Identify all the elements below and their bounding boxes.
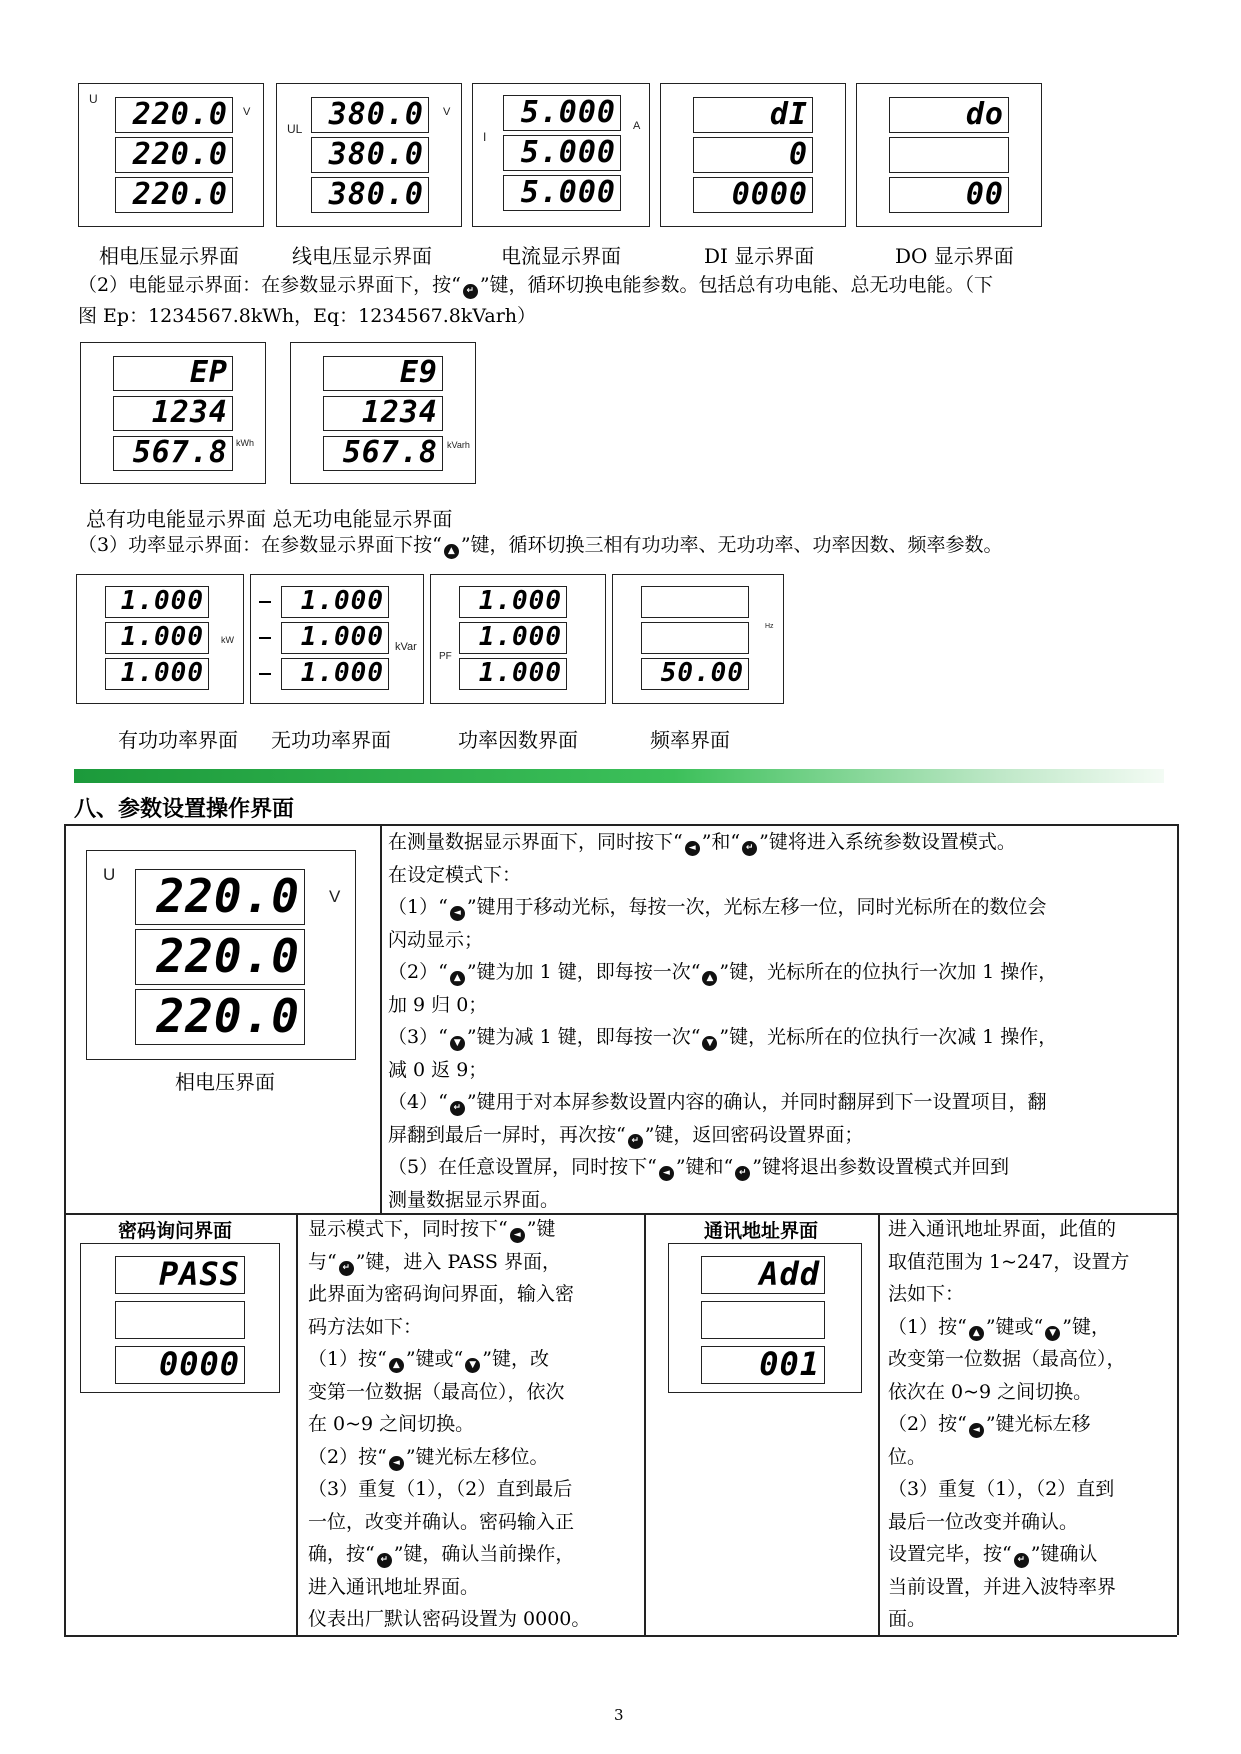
lcd-line-3: 220.0 xyxy=(135,989,305,1045)
lcd-line-2: 5.000 xyxy=(503,135,621,171)
text-line: （3）重复（1），（2）直到 xyxy=(888,1478,1115,1500)
table-border xyxy=(380,824,382,1213)
lcd-line-1: EP xyxy=(113,356,233,391)
key-icon: ▼ xyxy=(1045,1326,1060,1341)
lcd-line-2: 1.000 xyxy=(105,622,209,654)
password-panel xyxy=(80,1243,280,1393)
lcd-line-1: 380.0 xyxy=(311,97,429,133)
text-line: 码方法如下： xyxy=(308,1315,423,1338)
lcd-line-1: 1.000 xyxy=(459,586,567,618)
energy-paragraph xyxy=(78,270,1168,332)
current-panel xyxy=(472,83,650,227)
text-line: （2）按“ ◄ ”键光标左移位。 xyxy=(308,1441,638,1474)
lcd-line-3: 1.000 xyxy=(281,658,389,690)
key-icon: ◄ xyxy=(969,1423,984,1438)
quantity-label: I xyxy=(483,130,487,144)
table-border xyxy=(644,1213,646,1635)
lcd-line-3: 50.00 xyxy=(641,658,749,690)
unit-label: kVarh xyxy=(447,440,470,450)
lcd-line-3: 001 xyxy=(701,1346,825,1384)
lcd-line-2 xyxy=(115,1301,245,1339)
unit-label: V xyxy=(243,106,251,118)
key-icon: ◄ xyxy=(510,1228,525,1243)
lcd-line-1: 220.0 xyxy=(115,97,233,133)
text-line: 进入通讯地址界面，此值的 xyxy=(888,1218,1117,1240)
unit-label: Hz xyxy=(765,623,774,630)
text-line: 闪动显示； xyxy=(388,928,484,951)
text-line: （1）“ ◄ ”键用于移动光标，每按一次，光标左移一位，同时光标所在的数位会 xyxy=(388,891,1172,924)
lcd-line-2 xyxy=(701,1301,825,1339)
text-line: 改变第一位数据（最高位）， xyxy=(888,1348,1126,1370)
key-icon: ▲ xyxy=(450,971,465,986)
quantity-label: U xyxy=(89,92,98,106)
line-voltage-panel xyxy=(276,83,462,227)
key-icon: ▼ xyxy=(450,1036,465,1051)
lcd-line-1: do xyxy=(889,97,1009,133)
lcd-line-3: 1.000 xyxy=(105,658,209,690)
page-number: 3 xyxy=(614,1706,624,1724)
lcd-line-1 xyxy=(641,586,749,618)
key-icon: ↵ xyxy=(339,1261,354,1276)
text-line: 位。 xyxy=(888,1445,927,1468)
lcd-line-2: 1.000 xyxy=(281,622,389,654)
lcd-line-3: 220.0 xyxy=(115,177,233,213)
text-line: （4）“ ↵ ”键用于对本屏参数设置内容的确认，并同时翻屏到下一设置项目，翻 xyxy=(388,1086,1172,1119)
text-line: （3）重复（1），（2）直到最后 xyxy=(308,1478,573,1500)
lcd-line-2: 1.000 xyxy=(459,622,567,654)
table-border xyxy=(64,824,66,1635)
text-line: 取值范围为 1~247，设置方 xyxy=(888,1250,1130,1273)
unit-label: V xyxy=(329,887,341,906)
text-line: （5）在任意设置屏，同时按下“ ◄ ”键和“ ↵ ”键将退出参数设置模式并回到 xyxy=(388,1151,1172,1184)
lcd-line-2: 220.0 xyxy=(115,137,233,173)
table-border xyxy=(296,1213,298,1635)
key-icon: ▲ xyxy=(969,1326,984,1341)
text-line: 屏翻到最后一屏时，再次按“ ↵ ”键，返回密码设置界面； xyxy=(388,1119,1172,1152)
lcd-line-3: 1.000 xyxy=(459,658,567,690)
settings-intro-text xyxy=(388,826,1172,1216)
table-border xyxy=(1177,824,1179,1635)
reactive-energy-panel xyxy=(290,342,476,484)
text-line: 进入通讯地址界面。 xyxy=(308,1575,480,1598)
unit-label: V xyxy=(443,106,451,118)
text-line: 此界面为密码询问界面，输入密 xyxy=(308,1283,575,1305)
lcd-line-1: 220.0 xyxy=(135,869,305,925)
lcd-line-2 xyxy=(889,137,1009,173)
text-line: 与“ ↵ ”键，进入 PASS 界面， xyxy=(308,1246,638,1279)
text-line: 在 0~9 之间切换。 xyxy=(308,1413,475,1435)
power-factor-caption: 功率因数界面 xyxy=(458,728,578,752)
lcd-line-2 xyxy=(641,622,749,654)
lcd-line-1: E9 xyxy=(323,356,443,391)
lcd-line-1: 1.000 xyxy=(281,586,389,618)
lcd-line-3: 00 xyxy=(889,177,1009,213)
key-icon: ▲ xyxy=(389,1358,404,1373)
text-line: 加 9 归 0； xyxy=(388,993,488,1016)
password-title: 密码询问界面 xyxy=(118,1220,233,1242)
unit-label: A xyxy=(633,120,641,132)
lcd-line-3: 0000 xyxy=(115,1346,245,1384)
phase-voltage-caption: 相电压显示界面 xyxy=(99,244,239,268)
energy-text-1b: ”键，循环切换电能参数。包括总有功电能、总无功电能。（下 xyxy=(479,274,994,296)
text-line: 法如下： xyxy=(888,1283,965,1305)
address-title: 通讯地址界面 xyxy=(704,1220,819,1242)
key-icon: ◄ xyxy=(389,1456,404,1471)
minus-sign xyxy=(259,601,271,603)
settings-phase-voltage-caption: 相电压界面 xyxy=(175,1070,275,1094)
current-caption: 电流显示界面 xyxy=(501,244,621,268)
active-energy-panel xyxy=(80,342,266,484)
text-line: 面。 xyxy=(888,1608,927,1630)
key-icon: ↵ xyxy=(628,1134,643,1149)
text-line: （3）“ ▼ ”键为减 1 键，即每按一次“ ▼ ”键，光标所在的位执行一次减 1 操作， xyxy=(388,1021,1172,1054)
lcd-line-3: 380.0 xyxy=(311,177,429,213)
password-text xyxy=(308,1213,638,1636)
lcd-line-1: Add xyxy=(701,1256,825,1294)
text-line: 在设定模式下： xyxy=(388,863,522,886)
text-line: 最后一位改变并确认。 xyxy=(888,1510,1079,1533)
quantity-label: U xyxy=(103,865,116,884)
section-title: 八、参数设置操作界面 xyxy=(74,797,295,822)
minus-sign xyxy=(259,637,271,639)
lcd-line-3: 567.8 xyxy=(323,436,443,471)
text-line: 在测量数据显示界面下，同时按下“ ◄ ”和“ ↵ ”键将进入系统参数设置模式。 xyxy=(388,826,1172,859)
unit-label: kW xyxy=(221,635,234,645)
key-icon: ◄ xyxy=(685,841,700,856)
lcd-line-2: 0 xyxy=(693,137,813,173)
up-key-icon: ▲ xyxy=(444,544,459,559)
text-line: 仪表出厂默认密码设置为 0000。 xyxy=(308,1608,591,1630)
quantity-label: UL xyxy=(287,122,303,136)
reactive-power-caption: 无功功率界面 xyxy=(271,728,391,752)
phase-voltage-panel xyxy=(78,83,264,227)
key-icon: ↵ xyxy=(742,841,757,856)
minus-sign xyxy=(259,673,271,675)
key-icon: ▲ xyxy=(702,971,717,986)
text-line: （2）按“ ◄ ”键光标左移 xyxy=(888,1408,1172,1441)
text-line: （1）按“ ▲ ”键或“ ▼ ”键， xyxy=(888,1311,1172,1344)
lcd-line-2: 220.0 xyxy=(135,929,305,985)
lcd-line-3: 0000 xyxy=(693,177,813,213)
key-icon: ↵ xyxy=(1014,1553,1029,1568)
lcd-line-1: 5.000 xyxy=(503,95,621,131)
do-panel xyxy=(856,83,1042,227)
text-line: 确，按“ ↵ ”键，确认当前操作， xyxy=(308,1538,638,1571)
settings-phase-voltage-panel xyxy=(86,850,356,1060)
text-line: 设置完毕，按“ ↵ ”键确认 xyxy=(888,1538,1172,1571)
text-line: 测量数据显示界面。 xyxy=(388,1188,560,1211)
energy-text-1: （2）电能显示界面：在参数显示界面下，按“ xyxy=(78,274,461,296)
key-icon: ◄ xyxy=(659,1166,674,1181)
di-caption: DI 显示界面 xyxy=(704,244,815,268)
lcd-line-1: PASS xyxy=(115,1256,245,1294)
text-line: 当前设置，并进入波特率界 xyxy=(888,1575,1117,1598)
frequency-caption: 频率界面 xyxy=(650,728,730,752)
key-icon: ◄ xyxy=(450,906,465,921)
address-text xyxy=(888,1213,1172,1636)
unit-label: kWh xyxy=(236,438,254,448)
lcd-line-3: 5.000 xyxy=(503,175,621,211)
active-power-panel xyxy=(76,574,244,704)
enter-key-icon: ↵ xyxy=(463,284,478,299)
energy-caption: 总有功电能显示界面 总无功电能显示界面 xyxy=(86,507,453,531)
do-caption: DO 显示界面 xyxy=(895,244,1014,268)
di-panel xyxy=(660,83,846,227)
text-line: 显示模式下，同时按下“ ◄ ”键 xyxy=(308,1213,638,1246)
text-line: （2）“ ▲ ”键为加 1 键，即每按一次“ ▲ ”键，光标所在的位执行一次加 1 操作， xyxy=(388,956,1172,989)
key-icon: ↵ xyxy=(377,1553,392,1568)
key-icon: ↵ xyxy=(735,1166,750,1181)
lcd-line-1: dI xyxy=(693,97,813,133)
lcd-line-2: 1234 xyxy=(113,396,233,431)
text-line: 变第一位数据（最高位），依次 xyxy=(308,1380,565,1403)
text-line: 依次在 0~9 之间切换。 xyxy=(888,1380,1093,1403)
lcd-line-2: 1234 xyxy=(323,396,443,431)
quantity-label: PF xyxy=(439,651,452,662)
power-factor-panel xyxy=(430,574,606,704)
unit-label: kVar xyxy=(395,641,417,653)
section-divider-bar xyxy=(74,769,1164,783)
table-border xyxy=(878,1213,880,1635)
lcd-line-2: 380.0 xyxy=(311,137,429,173)
reactive-power-panel xyxy=(250,574,424,704)
lcd-line-3: 567.8 xyxy=(113,436,233,471)
frequency-panel xyxy=(612,574,784,704)
line-voltage-caption: 线电压显示界面 xyxy=(292,244,432,268)
key-icon: ↵ xyxy=(450,1101,465,1116)
address-panel xyxy=(668,1243,862,1393)
lcd-line-1: 1.000 xyxy=(105,586,209,618)
text-line: 减 0 返 9； xyxy=(388,1058,488,1081)
key-icon: ▼ xyxy=(702,1036,717,1051)
active-power-caption: 有功功率界面 xyxy=(118,728,238,752)
text-line: （1）按“ ▲ ”键或“ ▼ ”键，改 xyxy=(308,1343,638,1376)
energy-text-2: 图 Ep：1234567.8kWh，Eq：1234567.8kVarh） xyxy=(78,305,537,327)
key-icon: ▼ xyxy=(465,1358,480,1373)
text-line: 一位，改变并确认。密码输入正 xyxy=(308,1510,575,1533)
power-paragraph: （3）功率显示界面：在参数显示界面下按“ ▲ ”键，循环切换三相有功功率、无功功率、功率因数、频率参数。 xyxy=(78,530,1198,561)
